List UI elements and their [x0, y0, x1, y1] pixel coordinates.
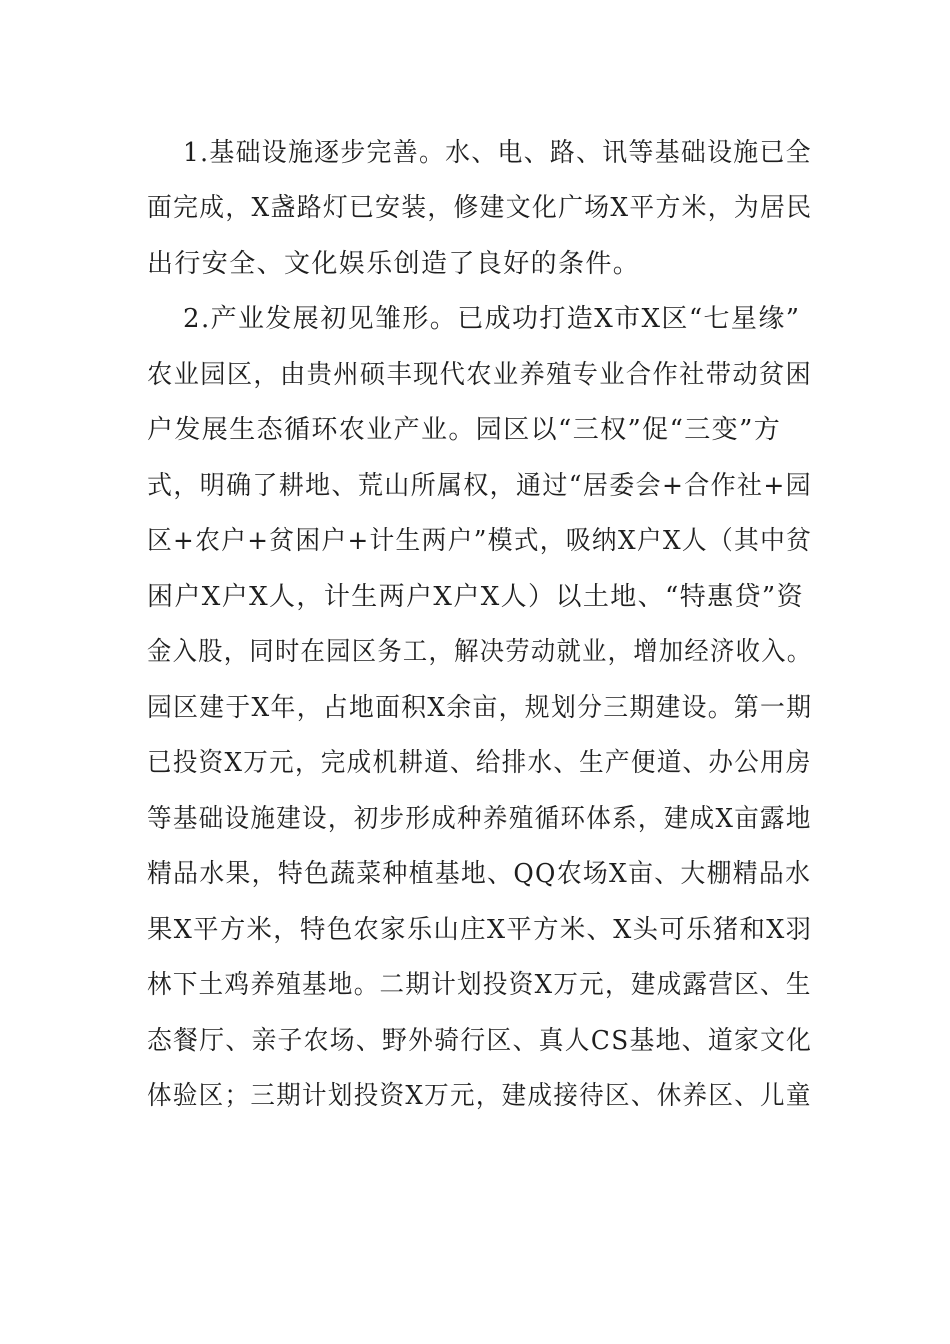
text-line: 金入股，同时在园区务工，解决劳动就业，增加经济收入。 [147, 637, 813, 667]
text-line: 精品水果，特色蔬菜种植基地、QQ农场X亩、大棚精品水 [147, 859, 812, 889]
text-line: 区+农户+贫困户+计生两户”模式，吸纳X户X人（其中贫 [147, 526, 813, 556]
text-line: 态餐厅、亲子农场、野外骑行区、真人CS基地、道家文化 [147, 1026, 813, 1056]
text-line: 1.基础设施逐步完善。水、电、路、讯等基础设施已全 [183, 138, 812, 168]
text-line: 面完成，X盏路灯已安装，修建文化广场X平方米，为居民 [147, 193, 813, 223]
text-line: 农业园区，由贵州硕丰现代农业养殖专业合作社带动贫困 [147, 360, 813, 390]
text-line: 体验区；三期计划投资X万元，建成接待区、休养区、儿童 [147, 1081, 812, 1111]
text-line: 式，明确了耕地、荒山所属权，通过“居委会+合作社+园 [147, 471, 812, 501]
text-line: 出行安全、文化娱乐创造了良好的条件。 [147, 249, 641, 279]
text-line: 2.产业发展初见雏形。已成功打造X市X区“七星缘” [183, 304, 801, 334]
text-line: 林下土鸡养殖基地。二期计划投资X万元，建成露营区、生 [147, 970, 812, 1000]
text-line: 户发展生态循环农业产业。园区以“三权”促“三变”方 [147, 415, 782, 445]
text-line: 困户X户X人，计生两户X户X人）以土地、“特惠贷”资 [147, 582, 805, 612]
text-line: 等基础设施建设，初步形成种养殖循环体系，建成X亩露地 [147, 804, 812, 834]
text-line: 果X平方米，特色农家乐山庄X平方米、X头可乐猪和X羽 [147, 915, 813, 945]
text-line: 已投资X万元，完成机耕道、给排水、生产便道、办公用房 [147, 748, 812, 778]
text-line: 园区建于X年，占地面积X余亩，规划分三期建设。第一期 [147, 693, 813, 723]
